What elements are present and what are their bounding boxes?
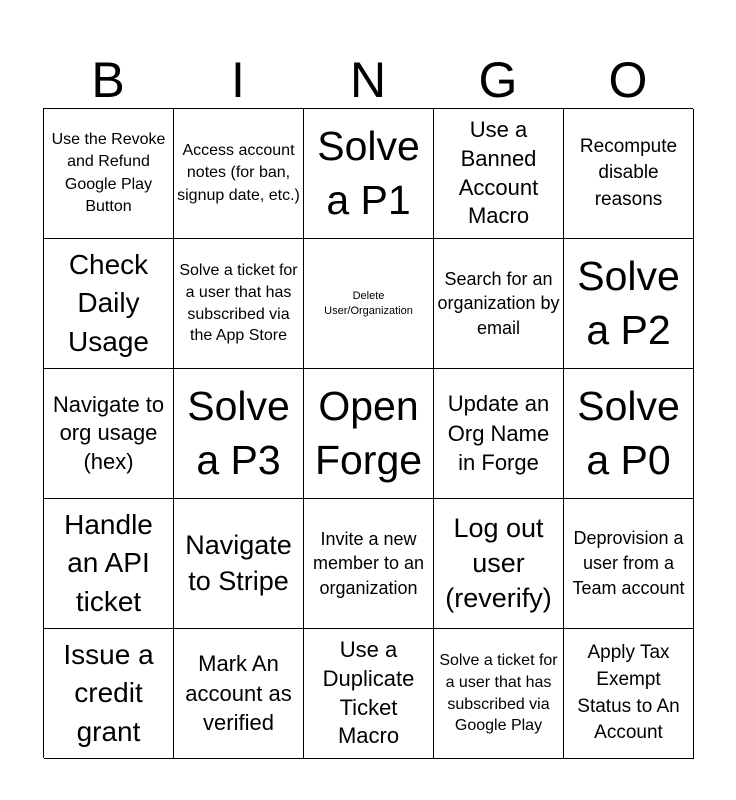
cell-text: Solve a P2 (577, 253, 680, 353)
bingo-cell[interactable] (44, 499, 174, 629)
cell-text: Solve a ticket for a user that has subscribed via Google Play (439, 652, 558, 735)
bingo-cell[interactable] (564, 369, 694, 499)
bingo-cell[interactable] (434, 369, 564, 499)
bingo-cell[interactable] (304, 239, 434, 369)
cell-text: Recompute disable reasons (579, 135, 678, 210)
bingo-cell[interactable] (304, 109, 434, 239)
bingo-cell[interactable] (304, 499, 434, 629)
bingo-cell[interactable] (174, 109, 304, 239)
cell-text: Navigate to org usage (hex) (52, 391, 165, 474)
bingo-cell[interactable] (564, 239, 694, 369)
cell-text: Solve a P3 (187, 383, 290, 483)
cell-text: Navigate to Stripe (185, 530, 292, 596)
bingo-cell[interactable] (174, 629, 304, 759)
cell-text: Log out user (reverify) (445, 512, 552, 614)
bingo-cell[interactable] (44, 239, 174, 369)
bingo-cell[interactable] (174, 239, 304, 369)
cell-text: Use a Banned Account Macro (458, 117, 539, 229)
bingo-card-grid (43, 108, 693, 758)
bingo-cell[interactable] (434, 629, 564, 759)
cell-text: Invite a new member to an organization (312, 529, 425, 598)
bingo-header (43, 42, 693, 108)
bingo-cell[interactable] (174, 369, 304, 499)
header-letter-i: I (231, 52, 245, 108)
cell-text: Open Forge (314, 383, 423, 483)
cell-text: Issue a credit grant (63, 638, 154, 747)
bingo-cell[interactable] (564, 109, 694, 239)
cell-text: Solve a P1 (317, 123, 420, 223)
bingo-cell[interactable] (174, 499, 304, 629)
cell-text: Delete User/Organization (324, 289, 413, 317)
bingo-cell[interactable] (44, 369, 174, 499)
bingo-cell[interactable] (564, 499, 694, 629)
bingo-cell[interactable] (304, 369, 434, 499)
header-letter-b: B (91, 52, 125, 108)
cell-text: Check Daily Usage (68, 248, 149, 357)
bingo-cell[interactable] (434, 239, 564, 369)
bingo-cell[interactable] (434, 499, 564, 629)
header-letter-o: O (608, 52, 648, 108)
bingo-cell[interactable] (304, 629, 434, 759)
cell-text: Apply Tax Exempt Status to An Account (577, 642, 680, 744)
cell-text: Use a Duplicate Ticket Macro (322, 637, 415, 749)
bingo-cell[interactable] (44, 109, 174, 239)
bingo-cell[interactable] (564, 629, 694, 759)
header-letter-g: G (478, 52, 518, 108)
cell-text: Deprovision a user from a Team account (572, 527, 685, 599)
cell-text: Access account notes (for ban, signup date, etc.) (177, 141, 300, 204)
cell-text: Handle an API ticket (64, 508, 153, 617)
bingo-cell[interactable] (434, 109, 564, 239)
cell-text: Update an Org Name in Forge (447, 390, 550, 476)
cell-text: Solve a P0 (577, 383, 680, 483)
cell-text: Mark An account as verified (185, 650, 292, 736)
cell-text: Solve a ticket for a user that has subscribed via the App Store (179, 262, 298, 345)
cell-text: Search for an organization by email (437, 269, 560, 338)
bingo-cell[interactable] (44, 629, 174, 759)
header-letter-n: N (349, 52, 387, 108)
cell-text: Use the Revoke and Refund Google Play Button (51, 130, 166, 215)
